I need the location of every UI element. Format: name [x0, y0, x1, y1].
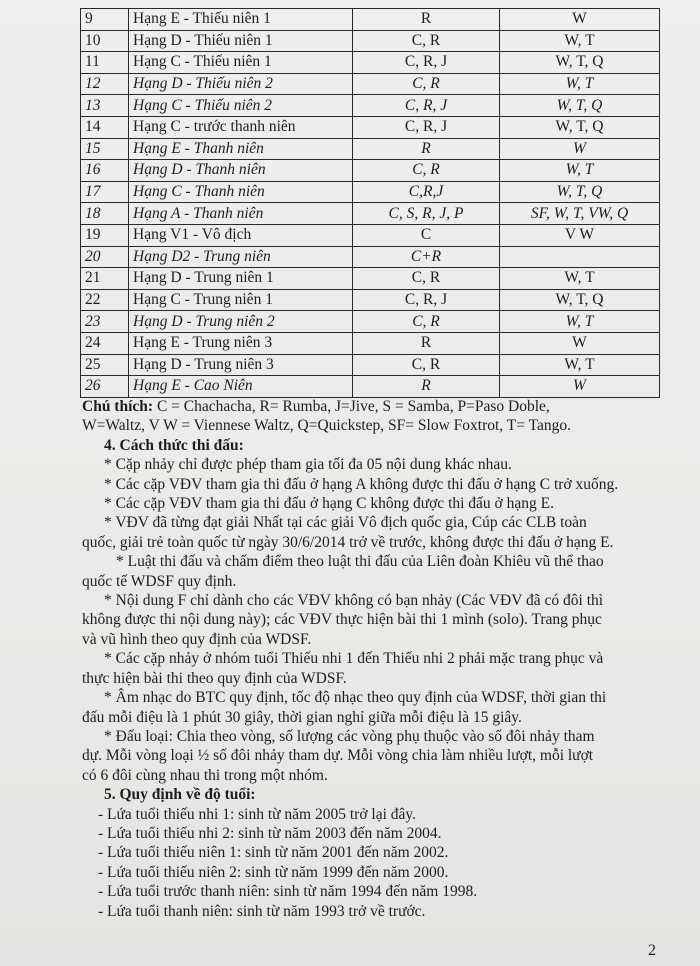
latin-dances: R: [353, 9, 500, 31]
rule-line: * Âm nhạc do BTC quy định, tốc độ nhạc theo quy định của WDSF, thời gian thi: [104, 689, 607, 707]
latin-dances: C, R: [353, 268, 500, 290]
table-row: [81, 116, 660, 138]
table-row: [81, 224, 660, 246]
page-number: 2: [648, 942, 656, 959]
rule-line: quốc, giải trẻ toàn quốc từ ngày 30/6/2014 trở về trước, không được thi đấu ở hạng E.: [82, 533, 614, 551]
rule-line: * Nội dung F chỉ dành cho các VĐV không có bạn nhảy (Các VĐV đã có đôi thì: [104, 592, 604, 610]
standard-dances: W, T: [500, 30, 660, 52]
latin-dances: C, R, J: [353, 95, 500, 117]
category-name: Hạng D - Trung niên 1: [129, 268, 353, 290]
standard-dances: W, T, Q: [500, 116, 660, 138]
rule-line: và vũ hình theo quy định của WDSF.: [82, 630, 312, 648]
list-item: - Lứa tuổi thanh niên: sinh từ năm 1993 trở về trước.: [98, 902, 426, 920]
category-name: Hạng D2 - Trung niên: [129, 246, 353, 268]
rule-line: * Đấu loại: Chia theo vòng, số lượng các vòng phụ thuộc vào số đôi nhảy tham: [104, 727, 595, 745]
standard-dances: W: [500, 138, 660, 160]
standard-dances: [500, 246, 660, 268]
standard-dances: W: [500, 332, 660, 354]
row-number: 14: [81, 116, 129, 138]
category-table: [80, 8, 660, 398]
latin-dances: C,R,J: [353, 181, 500, 203]
category-name: Hạng E - Cao Niên: [129, 376, 353, 398]
row-number: 17: [81, 181, 129, 203]
row-number: 15: [81, 138, 129, 160]
latin-dances: C, R: [353, 354, 500, 376]
rule-line: * Các cặp nhảy ở nhóm tuổi Thiếu nhi 1 đến Thiếu nhi 2 phải mặc trang phục và: [104, 650, 604, 668]
rule-line: thực hiện bài thi theo quy định của WDSF.: [82, 669, 347, 687]
row-number: 9: [81, 9, 129, 31]
standard-dances: W: [500, 376, 660, 398]
row-number: 20: [81, 246, 129, 268]
category-name: Hạng E - Trung niên 3: [129, 332, 353, 354]
category-name: Hạng C - Thanh niên: [129, 181, 353, 203]
table-row: [81, 30, 660, 52]
section-5-heading: 5. Quy định về độ tuổi:: [104, 786, 256, 804]
legend-line-2: W=Waltz, V W = Viennese Waltz, Q=Quickstep, SF= Slow Foxtrot, T= Tango.: [82, 417, 571, 435]
row-number: 16: [81, 160, 129, 182]
latin-dances: C, R, J: [353, 116, 500, 138]
row-number: 23: [81, 311, 129, 333]
legend-label: Chú thích:: [82, 398, 154, 415]
standard-dances: SF, W, T, VW, Q: [500, 203, 660, 225]
table-row: [81, 246, 660, 268]
legend-line-1: [82, 397, 662, 416]
rule-line: * Các cặp VĐV tham gia thi đấu ở hạng C không được thi đấu ở hạng E.: [104, 495, 554, 513]
row-number: 11: [81, 52, 129, 74]
rule-line: không được thi nội dung này); các VĐV thực hiện bài thi 1 mình (solo). Trang phục: [82, 611, 602, 629]
category-table-body: [81, 9, 660, 398]
table-row: [81, 95, 660, 117]
category-name: Hạng D - Trung niên 2: [129, 311, 353, 333]
category-name: Hạng C - Thiếu niên 2: [129, 95, 353, 117]
standard-dances: W, T, Q: [500, 52, 660, 74]
row-number: 24: [81, 332, 129, 354]
row-number: 18: [81, 203, 129, 225]
table-row: [81, 160, 660, 182]
latin-dances: R: [353, 138, 500, 160]
list-item: - Lứa tuổi trước thanh niên: sinh từ năm 1994 đến năm 1998.: [98, 883, 478, 901]
row-number: 22: [81, 289, 129, 311]
latin-dances: C, R: [353, 160, 500, 182]
latin-dances: C, R: [353, 30, 500, 52]
category-name: Hạng D - Thiếu niên 1: [129, 30, 353, 52]
row-number: 25: [81, 354, 129, 376]
table-row: [81, 9, 660, 31]
row-number: 19: [81, 224, 129, 246]
category-name: Hạng E - Thanh niên: [129, 138, 353, 160]
table-row: [81, 52, 660, 74]
category-name: Hạng E - Thiếu niên 1: [129, 9, 353, 31]
table-row: [81, 138, 660, 160]
standard-dances: V W: [500, 224, 660, 246]
rule-line: dự. Mỗi vòng loại ½ số đôi nhảy tham dự. Mỗi vòng chia làm nhiều lượt, mỗi lượt: [82, 747, 594, 765]
table-row: [81, 311, 660, 333]
latin-dances: R: [353, 376, 500, 398]
rule-line: * Các cặp VĐV tham gia thi đấu ở hạng A không được thi đấu ở hạng C trở xuống.: [104, 475, 619, 493]
standard-dances: W, T: [500, 73, 660, 95]
latin-dances: C, S, R, J, P: [353, 203, 500, 225]
rule-line: có 6 đôi cùng nhau thi trong một nhóm.: [82, 766, 328, 784]
latin-dances: R: [353, 332, 500, 354]
category-name: Hạng A - Thanh niên: [129, 203, 353, 225]
age-groups-list: [82, 805, 662, 921]
row-number: 21: [81, 268, 129, 290]
row-number: 12: [81, 73, 129, 95]
row-number: 13: [81, 95, 129, 117]
section-4-body: [82, 455, 662, 785]
table-row: [81, 181, 660, 203]
standard-dances: W, T, Q: [500, 181, 660, 203]
standard-dances: W: [500, 9, 660, 31]
category-name: Hạng V1 - Vô địch: [129, 224, 353, 246]
latin-dances: C, R, J: [353, 52, 500, 74]
latin-dances: C, R: [353, 73, 500, 95]
table-row: [81, 268, 660, 290]
list-item: - Lứa tuổi thiếu nhi 1: sinh từ năm 2005 trở lại đây.: [98, 805, 417, 823]
latin-dances: C, R, J: [353, 289, 500, 311]
list-item: - Lứa tuổi thiếu nhi 2: sinh từ năm 2003 đến năm 2004.: [98, 824, 442, 842]
rule-line: đấu mỗi điệu là 1 phút 30 giây, thời gian nghỉ giữa mỗi điệu là 15 giây.: [82, 708, 522, 726]
list-item: - Lứa tuổi thiếu niên 2: sinh từ năm 1999 đến năm 2000.: [98, 863, 449, 881]
rule-line: * VĐV đã từng đạt giải Nhất tại các giải Vô địch quốc gia, Cúp các CLB toàn: [104, 514, 587, 532]
standard-dances: W, T: [500, 268, 660, 290]
table-row: [81, 203, 660, 225]
latin-dances: C, R: [353, 311, 500, 333]
rule-line: * Cặp nhảy chỉ được phép tham gia tối đa 05 nội dung khác nhau.: [104, 456, 512, 474]
category-name: Hạng C - Trung niên 1: [129, 289, 353, 311]
latin-dances: C: [353, 224, 500, 246]
table-row: [81, 332, 660, 354]
category-name: Hạng D - Trung niên 3: [129, 354, 353, 376]
latin-dances: C+R: [353, 246, 500, 268]
category-name: Hạng C - Thiếu niên 1: [129, 52, 353, 74]
table-row: [81, 289, 660, 311]
rule-line: quốc tế WDSF quy định.: [82, 572, 237, 590]
standard-dances: W, T, Q: [500, 95, 660, 117]
rules-content: [82, 397, 662, 921]
legend-text-1: C = Chachacha, R= Rumba, J=Jive, S = Samba, P=Paso Doble,: [153, 398, 550, 415]
section-4-heading: 4. Cách thức thi đấu:: [104, 436, 244, 454]
list-item: - Lứa tuổi thiếu niên 1: sinh từ năm 2001 đến năm 2002.: [98, 844, 449, 862]
category-name: Hạng C - trước thanh niên: [129, 116, 353, 138]
table-row: [81, 354, 660, 376]
row-number: 26: [81, 376, 129, 398]
category-name: Hạng D - Thiếu niên 2: [129, 73, 353, 95]
standard-dances: W, T: [500, 354, 660, 376]
table-row: [81, 376, 660, 398]
standard-dances: W, T: [500, 311, 660, 333]
rule-line: * Luật thi đấu và chấm điểm theo luật thi đấu của Liên đoàn Khiêu vũ thể thao: [116, 553, 604, 571]
standard-dances: W, T, Q: [500, 289, 660, 311]
table-row: [81, 73, 660, 95]
category-name: Hạng D - Thanh niên: [129, 160, 353, 182]
standard-dances: W, T: [500, 160, 660, 182]
row-number: 10: [81, 30, 129, 52]
